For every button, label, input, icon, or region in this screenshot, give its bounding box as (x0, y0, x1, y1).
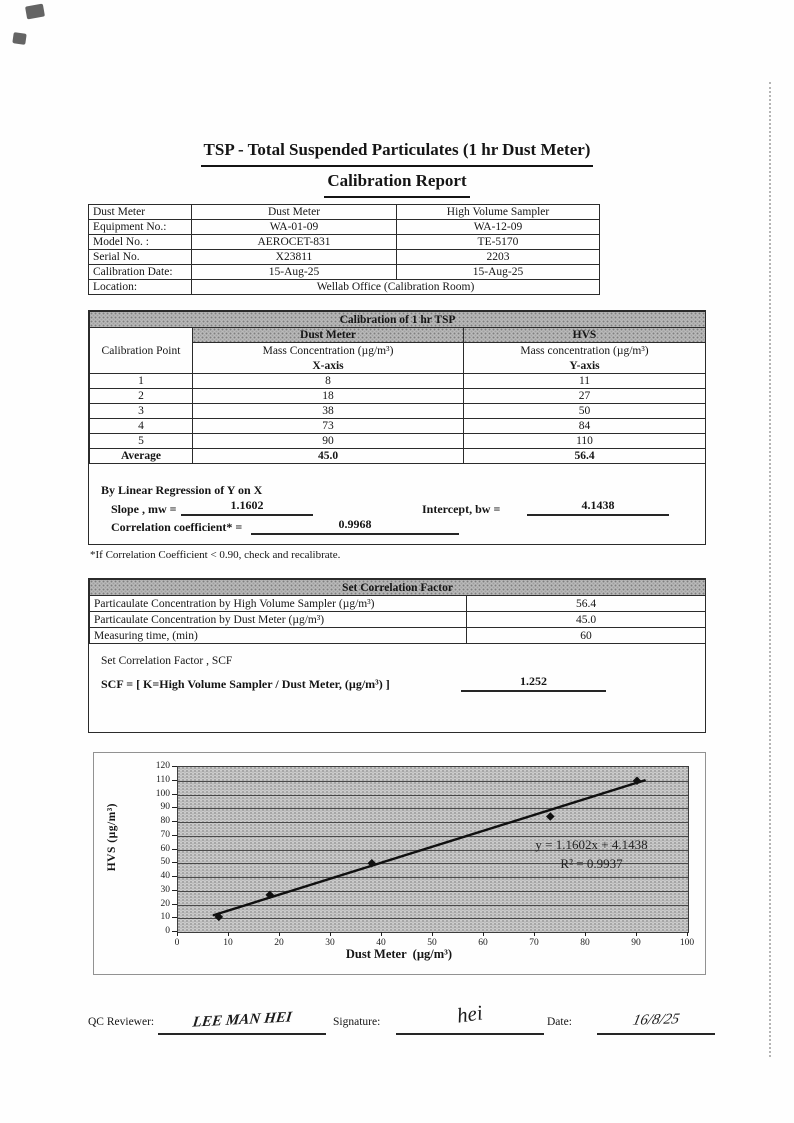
equipment-dust-cell: 15-Aug-25 (192, 265, 397, 280)
x-tick-label: 100 (679, 938, 695, 948)
equipment-row-label: Location: (89, 280, 192, 295)
signature-line (396, 998, 544, 1035)
regression-heading: By Linear Regression of Y on X (101, 483, 263, 497)
x-tick-mark (177, 932, 178, 936)
y-tick-mark (172, 917, 177, 918)
point-x-value: 18 (193, 389, 464, 404)
table-row (89, 205, 600, 220)
r-squared-text: R² = 0.9937 (560, 856, 623, 871)
trendline-equation-text: y = 1.1602x + 4.1438 (535, 837, 648, 852)
y-tick-mark (172, 904, 177, 905)
signature-label: Signature: (333, 1016, 381, 1028)
point-number: 1 (90, 374, 193, 389)
hvs-subheader: Mass concentration (µg/m³) (464, 343, 706, 360)
point-x-value: 73 (193, 419, 464, 434)
point-number: 2 (90, 389, 193, 404)
x-tick-label: 60 (478, 938, 488, 948)
average-label: Average (90, 449, 193, 464)
scf-formula: SCF = [ K=High Volume Sampler / Dust Meter, (µg/m³) ] (101, 677, 390, 691)
signature-handwriting: hei (455, 1000, 485, 1028)
calibration-table-title: Calibration of 1 hr TSP (90, 312, 706, 328)
x-tick-label: 40 (376, 938, 386, 948)
table-row (90, 374, 706, 389)
table-row (90, 312, 706, 328)
table-row (90, 628, 706, 644)
x-axis-subheader: X-axis (193, 359, 464, 374)
table-row (90, 580, 706, 596)
table-row (90, 419, 706, 434)
x-tick-mark (228, 932, 229, 936)
point-number: 4 (90, 419, 193, 434)
point-y-value: 50 (464, 404, 706, 419)
y-tick-label: 20 (160, 898, 170, 909)
correlation-value: 0.9968 (251, 517, 459, 535)
equipment-table (88, 204, 600, 295)
equipment-row-label: Calibration Date: (89, 265, 192, 280)
x-tick-mark (687, 932, 688, 936)
point-x-value: 38 (193, 404, 464, 419)
correlation-label: Correlation coefficient* = (111, 520, 243, 534)
equipment-hvs-cell: TE-5170 (397, 235, 600, 250)
table-row (90, 596, 706, 612)
point-y-value: 84 (464, 419, 706, 434)
scan-edge-dotted-line (769, 82, 771, 1057)
equipment-location-cell: Wellab Office (Calibration Room) (192, 280, 600, 295)
y-tick-mark (172, 876, 177, 877)
x-axis-label: Dust Meter (µg/m³) (345, 947, 453, 961)
dust-meter-header: Dust Meter (193, 328, 464, 343)
table-row (90, 449, 706, 464)
x-tick-label: 90 (631, 938, 641, 948)
y-tick-mark (172, 780, 177, 781)
y-tick-mark (172, 835, 177, 836)
y-tick-label: 30 (160, 884, 170, 895)
chart-area (93, 752, 706, 975)
scf-row-label: Measuring time, (min) (90, 628, 467, 644)
x-tick-label: 0 (174, 938, 180, 948)
slope-value: 1.1602 (181, 498, 313, 516)
scf-table (89, 579, 706, 644)
point-number: 3 (90, 404, 193, 419)
y-axis-label: HVS (µg/m³) (106, 803, 118, 872)
x-tick-label: 50 (427, 938, 437, 948)
scf-row-label: Particaulate Concentration by High Volume Sampler (µg/m³) (90, 596, 467, 612)
scf-table-title: Set Correlation Factor (90, 580, 706, 596)
point-y-value: 110 (464, 434, 706, 449)
qc-reviewer-label: QC Reviewer: (88, 1016, 155, 1028)
report-title-line1: TSP - Total Suspended Particulates (1 hr Dust Meter) (201, 136, 594, 167)
table-row (90, 434, 706, 449)
table-row (89, 235, 600, 250)
report-title (0, 136, 794, 198)
scf-row-value: 60 (467, 628, 706, 644)
regression-block (89, 471, 705, 543)
x-tick-mark (279, 932, 280, 936)
y-tick-mark (172, 766, 177, 767)
date-line (597, 1006, 715, 1035)
x-tick-mark (636, 932, 637, 936)
y-tick-mark (172, 821, 177, 822)
x-tick-label: 10 (223, 938, 233, 948)
y-tick-label: 40 (160, 871, 170, 881)
scf-row-value: 56.4 (467, 596, 706, 612)
y-tick-label: 0 (165, 926, 170, 936)
correlation-footnote: *If Correlation Coefficient < 0.90, check and recalibrate. (90, 549, 341, 561)
scf-heading: Set Correlation Factor , SCF (101, 655, 233, 667)
x-tick-label: 80 (580, 938, 590, 948)
average-x-value: 45.0 (193, 449, 464, 464)
scf-value: 1.252 (461, 674, 606, 692)
equipment-hvs-cell: High Volume Sampler (397, 205, 600, 220)
y-tick-mark (172, 807, 177, 808)
scan-mark-artifact (12, 32, 26, 45)
point-number: 5 (90, 434, 193, 449)
point-x-value: 90 (193, 434, 464, 449)
y-tick-mark (172, 849, 177, 850)
hvs-header: HVS (464, 328, 706, 343)
report-title-line2: Calibration Report (324, 167, 469, 198)
x-tick-label: 30 (325, 938, 335, 948)
y-tick-label: 120 (155, 761, 170, 771)
x-tick-mark (483, 932, 484, 936)
y-tick-label: 80 (160, 816, 170, 826)
equipment-dust-cell: X23811 (192, 250, 397, 265)
x-tick-mark (534, 932, 535, 936)
equipment-hvs-cell: 2203 (397, 250, 600, 265)
x-tick-mark (585, 932, 586, 936)
equipment-row-label: Model No. : (89, 235, 192, 250)
x-tick-mark (330, 932, 331, 936)
y-tick-label: 60 (160, 843, 170, 854)
dust-meter-subheader: Mass Concentration (µg/m³) (193, 343, 464, 360)
date-label: Date: (547, 1016, 572, 1028)
y-tick-label: 10 (160, 912, 170, 923)
scan-mark-artifact (25, 4, 45, 20)
table-row (90, 328, 706, 343)
equipment-hvs-cell: 15-Aug-25 (397, 265, 600, 280)
equipment-dust-cell: WA-01-09 (192, 220, 397, 235)
point-x-value: 8 (193, 374, 464, 389)
calibration-point-header: Calibration Point (90, 328, 193, 374)
y-axis-subheader: Y-axis (464, 359, 706, 374)
y-tick-label: 90 (160, 802, 170, 813)
date-handwriting: 16/8/25 (631, 1011, 681, 1029)
scf-section (88, 578, 706, 733)
y-tick-mark (172, 794, 177, 795)
equipment-dust-cell: Dust Meter (192, 205, 397, 220)
table-row (89, 265, 600, 280)
equipment-hvs-cell: WA-12-09 (397, 220, 600, 235)
x-tick-label: 70 (529, 938, 539, 948)
trendline-equation (484, 835, 699, 873)
data-point-marker (546, 812, 555, 821)
x-tick-mark (432, 932, 433, 936)
scf-row-label: Particaulate Concentration by Dust Meter (µg/m³) (90, 612, 467, 628)
calibration-section (88, 310, 706, 545)
point-y-value: 11 (464, 374, 706, 389)
y-tick-mark (172, 862, 177, 863)
x-tick-mark (381, 932, 382, 936)
y-tick-mark (172, 890, 177, 891)
x-tick-label: 20 (274, 938, 284, 948)
equipment-row-label: Equipment No.: (89, 220, 192, 235)
y-tick-label: 50 (160, 857, 170, 868)
table-row (89, 280, 600, 295)
table-row (90, 612, 706, 628)
slope-label: Slope , mw = (111, 502, 177, 516)
table-row (89, 220, 600, 235)
qc-reviewer-line (158, 1006, 326, 1035)
intercept-value: 4.1438 (527, 498, 669, 516)
equipment-row-label: Dust Meter (89, 205, 192, 220)
qc-reviewer-handwriting: LEE MAN HEI (191, 1009, 293, 1031)
table-row (90, 404, 706, 419)
calibration-table (89, 311, 706, 464)
y-tick-label: 70 (160, 829, 170, 840)
y-tick-label: 100 (155, 788, 170, 799)
y-tick-label: 110 (156, 774, 170, 785)
point-y-value: 27 (464, 389, 706, 404)
intercept-label: Intercept, bw = (422, 502, 501, 516)
table-row (90, 389, 706, 404)
table-row (89, 250, 600, 265)
scf-row-value: 45.0 (467, 612, 706, 628)
average-y-value: 56.4 (464, 449, 706, 464)
equipment-dust-cell: AEROCET-831 (192, 235, 397, 250)
equipment-row-label: Serial No. (89, 250, 192, 265)
